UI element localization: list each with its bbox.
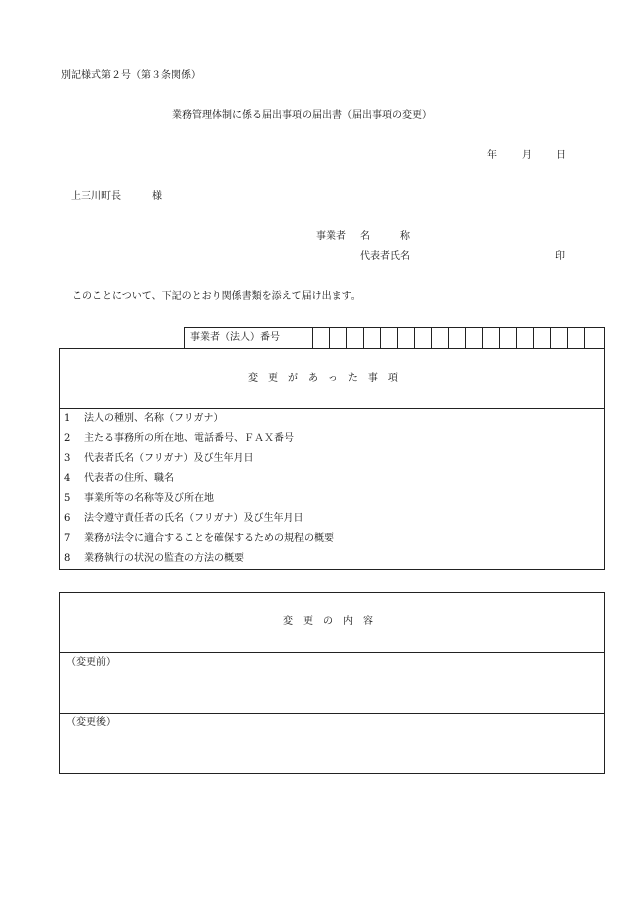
applicant-name-label: 名 称 (360, 231, 410, 242)
list-item (64, 473, 174, 485)
item-number: 3 (64, 453, 71, 464)
representative-name-label: 代表者氏名 (360, 251, 410, 262)
business-number-digit-cell[interactable] (466, 328, 483, 348)
item-number: 2 (64, 433, 71, 444)
business-number-digit-cell[interactable] (568, 328, 585, 348)
business-number-digit-cell[interactable] (483, 328, 500, 348)
list-item (64, 513, 304, 525)
list-item (64, 453, 254, 465)
business-number-digit-cell[interactable] (313, 328, 330, 348)
form-reference: 別記様式第２号（第３条関係） (61, 70, 201, 81)
date-day-label: 日 (556, 150, 566, 161)
change-content-heading: 変更の内容 (283, 616, 383, 627)
after-change-label: （変更後） (66, 717, 116, 728)
item-number: 5 (64, 493, 71, 504)
item-number: 1 (64, 413, 71, 424)
business-number-digit-cell[interactable] (432, 328, 449, 348)
changed-items-divider (59, 408, 605, 409)
item-text: 業務が法令に適合することを確保するための規程の概要 (84, 533, 334, 544)
date-month-label: 月 (522, 150, 532, 161)
item-text: 代表者の住所、職名 (84, 473, 174, 484)
business-number-digit-cell[interactable] (330, 328, 347, 348)
business-number-label: 事業者（法人）番号 (190, 332, 280, 343)
item-number: 8 (64, 553, 71, 564)
intro-text: このことについて、下記のとおり関係書類を添えて届け出ます。 (72, 291, 361, 302)
page-title: 業務管理体制に係る届出事項の届出書（届出事項の変更） (172, 110, 432, 121)
addressee-name: 上三川町長 (71, 191, 121, 202)
change-content-divider (59, 652, 605, 653)
item-number: 7 (64, 533, 71, 544)
item-text: 事業所等の名称等及び所在地 (84, 493, 214, 504)
seal-mark: 印 (555, 251, 565, 262)
business-number-digit-cell[interactable] (551, 328, 568, 348)
list-item (64, 493, 214, 505)
business-number-digit-cell[interactable] (398, 328, 415, 348)
list-item (64, 433, 294, 445)
applicant-label: 事業者 (316, 231, 346, 242)
list-item (64, 413, 224, 425)
changed-items-heading: 変更があった事項 (248, 373, 408, 384)
business-number-digit-cell[interactable] (585, 328, 602, 348)
item-number: 6 (64, 513, 71, 524)
list-item (64, 533, 334, 545)
business-number-digit-cell[interactable] (415, 328, 432, 348)
item-text: 法令遵守責任者の氏名（フリガナ）及び生年月日 (84, 513, 304, 524)
list-item (64, 553, 244, 565)
business-number-digit-cell[interactable] (449, 328, 466, 348)
date-year-label: 年 (487, 150, 497, 161)
addressee-honorific: 様 (152, 191, 162, 202)
item-text: 業務執行の状況の監査の方法の概要 (84, 553, 244, 564)
business-number-digit-cell[interactable] (364, 328, 381, 348)
business-number-digit-cell[interactable] (500, 328, 517, 348)
item-text: 主たる事務所の所在地、電話番号、ＦＡＸ番号 (84, 433, 294, 444)
item-number: 4 (64, 473, 71, 484)
before-after-divider (59, 713, 605, 714)
item-text: 代表者氏名（フリガナ）及び生年月日 (84, 453, 254, 464)
before-change-label: （変更前） (66, 657, 116, 668)
business-number-digit-cell[interactable] (347, 328, 364, 348)
business-number-digit-cell[interactable] (534, 328, 551, 348)
business-number-digit-cell[interactable] (517, 328, 534, 348)
business-number-digit-cell[interactable] (381, 328, 398, 348)
item-text: 法人の種別、名称（フリガナ） (84, 413, 224, 424)
